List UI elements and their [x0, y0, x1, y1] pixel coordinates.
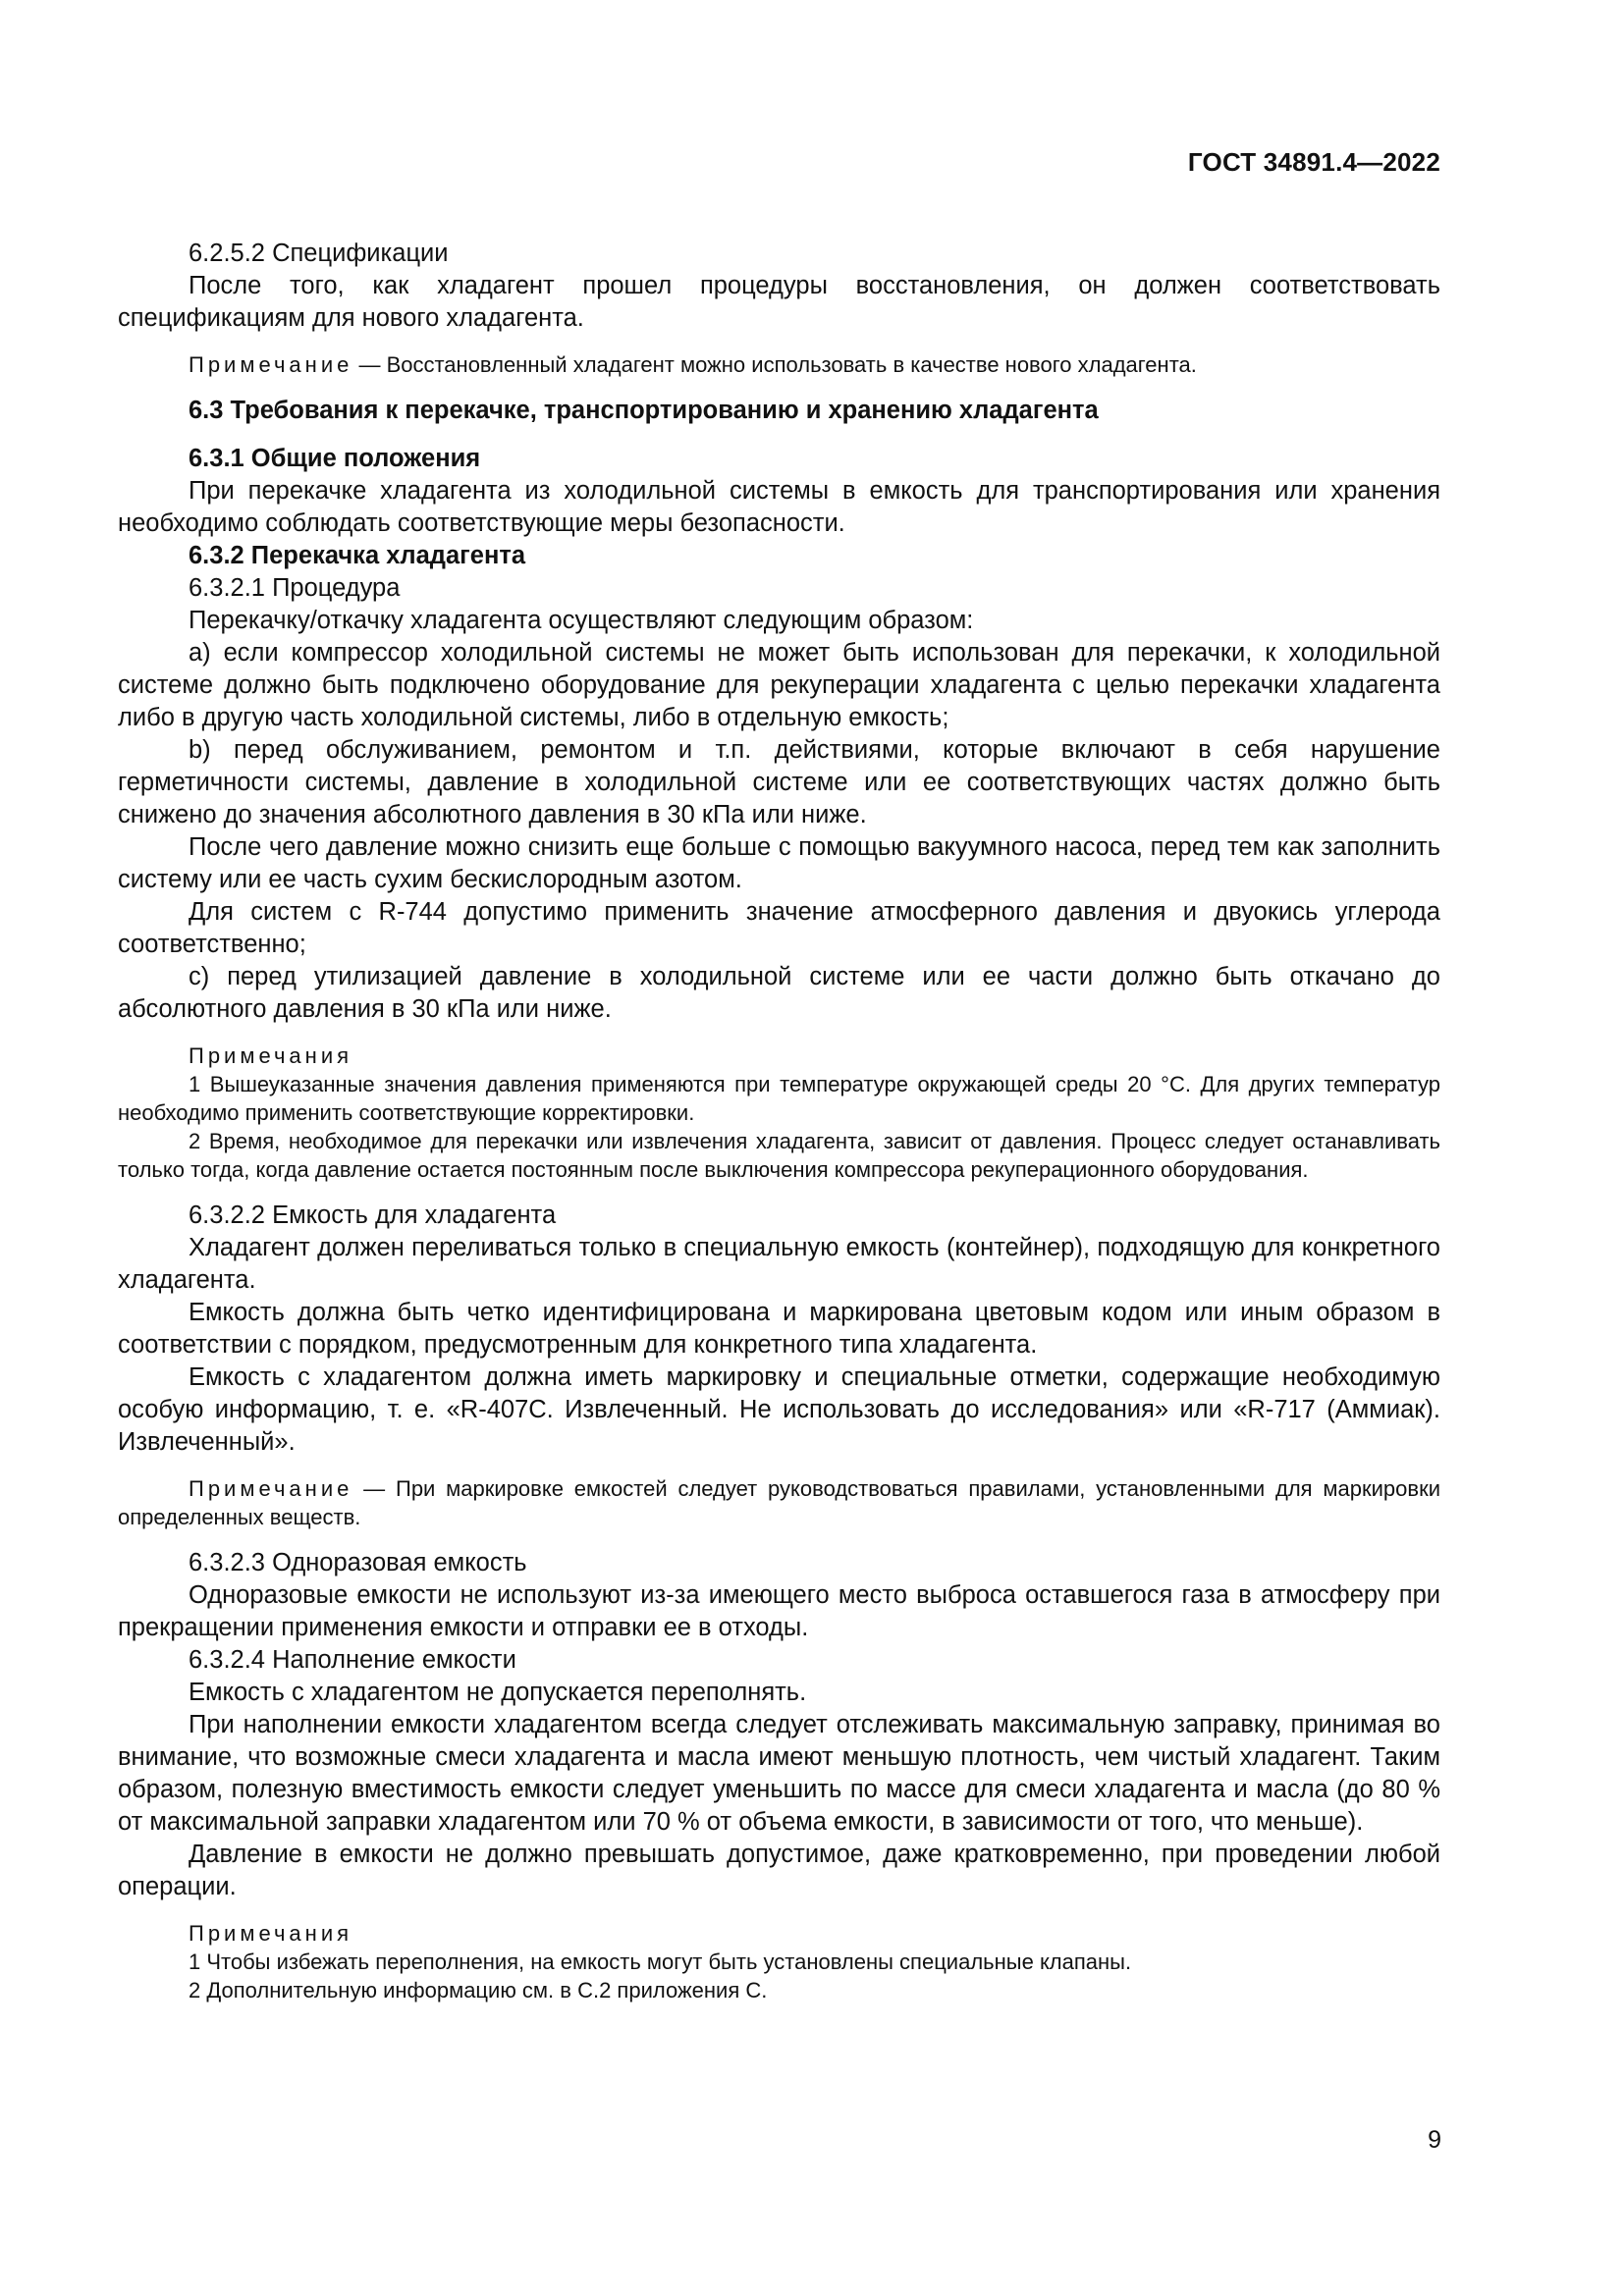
- note-label: Примечание: [189, 352, 353, 377]
- note-item-2: 2 Дополнительную информацию см. в С.2 приложения С.: [189, 1978, 768, 2002]
- paragraph-vacuum: После чего давление можно снизить еще больше с помощью вакуумного насоса, перед тем как заполнить систему или ее часть сухим бескислородным азотом.: [118, 833, 1440, 893]
- document-body: [118, 226, 1440, 2004]
- clause-6-3-1-text: При перекачке хладагента из холодильной системы в емкость для транспортирования или хранения необходимо соблюдать соответствующие меры безопасности.: [118, 477, 1440, 537]
- note-text: — Восстановленный хладагент можно использовать в качестве нового хладагента.: [352, 352, 1197, 377]
- clause-6-3-2-4-paragraph: Емкость с хладагентом не допускается переполнять.: [189, 1679, 807, 1706]
- clause-6-3-2-2-paragraph: Хладагент должен переливаться только в специальную емкость (контейнер), подходящую для конкретного хладагента.: [118, 1234, 1440, 1294]
- list-item-b: b) перед обслуживанием, ремонтом и т.п. действиями, которые включают в себя нарушение герметичности системы, давление в холодильной системе или ее соответствующих частях должно быть снижено до значения абсолютного давления в 30 кПа или ниже.: [118, 736, 1440, 828]
- note-item-1: 1 Вышеуказанные значения давления применяются при температуре окружающей среды 20 °С. Для других температур необходимо применить соответствующие корректировки.: [118, 1072, 1440, 1125]
- clause-6-3-1-title: 6.3.1 Общие положения: [189, 445, 481, 472]
- clause-6-3-2-1-intro: Перекачку/откачку хладагента осуществляют следующим образом:: [189, 607, 974, 634]
- notes-heading: Примечания: [189, 1043, 353, 1068]
- clause-6-3-2-4-paragraph: При наполнении емкости хладагентом всегда следует отслеживать максимальную заправку, принимая во внимание, что возможные смеси хладагента и масла имеют меньшую плотность, чем чистый хладагент. Таким образом, полезную вместимость емкости следует уменьшить по массе для смеси хладагента и масла (до 80 % от максимальной заправки хладагентом или 70 % от объема емкости, в зависимости от того, что меньше).: [118, 1711, 1440, 1836]
- notes-heading: Примечания: [189, 1921, 353, 1946]
- note-restored-refrigerant: [118, 350, 1440, 379]
- clause-6-3-2-3-text: Одноразовые емкости не используют из-за имеющего место выброса оставшегося газа в атмосферу при прекращении применения емкости и отправки ее в отходы.: [118, 1581, 1440, 1641]
- clause-6-3-2-2-paragraph: Емкость с хладагентом должна иметь маркировку и специальные отметки, содержащие необходимую особую информацию, т. е. «R-407C. Извлеченный. Не использовать до исследования» или «R-717 (Аммиак). Извлеченный».: [118, 1363, 1440, 1456]
- clause-6-3-2-title: 6.3.2 Перекачка хладагента: [189, 542, 526, 569]
- list-item-c: c) перед утилизацией давление в холодильной системе или ее части должно быть откачано до абсолютного давления в 30 кПа или ниже.: [118, 963, 1440, 1023]
- clause-6-3-2-2-paragraph: Емкость должна быть четко идентифицирована и маркирована цветовым кодом или иным образом в соответствии с порядком, предусмотренным для конкретного типа хладагента.: [118, 1299, 1440, 1359]
- clause-6-3-2-2-title: 6.3.2.2 Емкость для хладагента: [189, 1201, 557, 1229]
- clause-6-2-5-2-title: 6.2.5.2 Спецификации: [189, 240, 449, 267]
- note-item-2: 2 Время, необходимое для перекачки или извлечения хладагента, зависит от давления. Процесс следует останавливать только тогда, когда давление остается постоянным после выключения компрессора рекуперационного оборудования.: [118, 1129, 1440, 1182]
- clause-6-3-2-4-paragraph: Давление в емкости не должно превышать допустимое, даже кратковременно, при проведении любой операции.: [118, 1841, 1440, 1900]
- clause-6-3-2-1-title: 6.3.2.1 Процедура: [189, 574, 401, 602]
- page-number: 9: [1428, 2126, 1441, 2154]
- standard-designation: ГОСТ 34891.4—2022: [1187, 147, 1440, 177]
- note-container-marking: [118, 1474, 1440, 1531]
- clause-6-3-2-3-title: 6.3.2.3 Одноразовая емкость: [189, 1549, 527, 1576]
- note-item-1: 1 Чтобы избежать переполнения, на емкость могут быть установлены специальные клапаны.: [189, 1949, 1132, 1974]
- note-label: Примечание: [189, 1476, 353, 1501]
- paragraph-r744: Для систем с R-744 допустимо применить значение атмосферного давления и двуокись углерода соответственно;: [118, 898, 1440, 958]
- list-item-a: a) если компрессор холодильной системы не может быть использован для перекачки, к холодильной системе должно быть подключено оборудование для рекуперации хладагента с целью перекачки хладагента либо в другую часть холодильной системы, либо в отдельную емкость;: [118, 639, 1440, 731]
- clause-6-2-5-2-text: После того, как хладагент прошел процедуры восстановления, он должен соответствовать спецификациям для нового хладагента.: [118, 272, 1440, 332]
- note-text: — При маркировке емкостей следует руководствоваться правилами, установленными для маркировки определенных веществ.: [118, 1476, 1440, 1529]
- clause-6-3-2-4-title: 6.3.2.4 Наполнение емкости: [189, 1646, 516, 1674]
- section-6-3-title: 6.3 Требования к перекачке, транспортированию и хранению хладагента: [189, 397, 1099, 424]
